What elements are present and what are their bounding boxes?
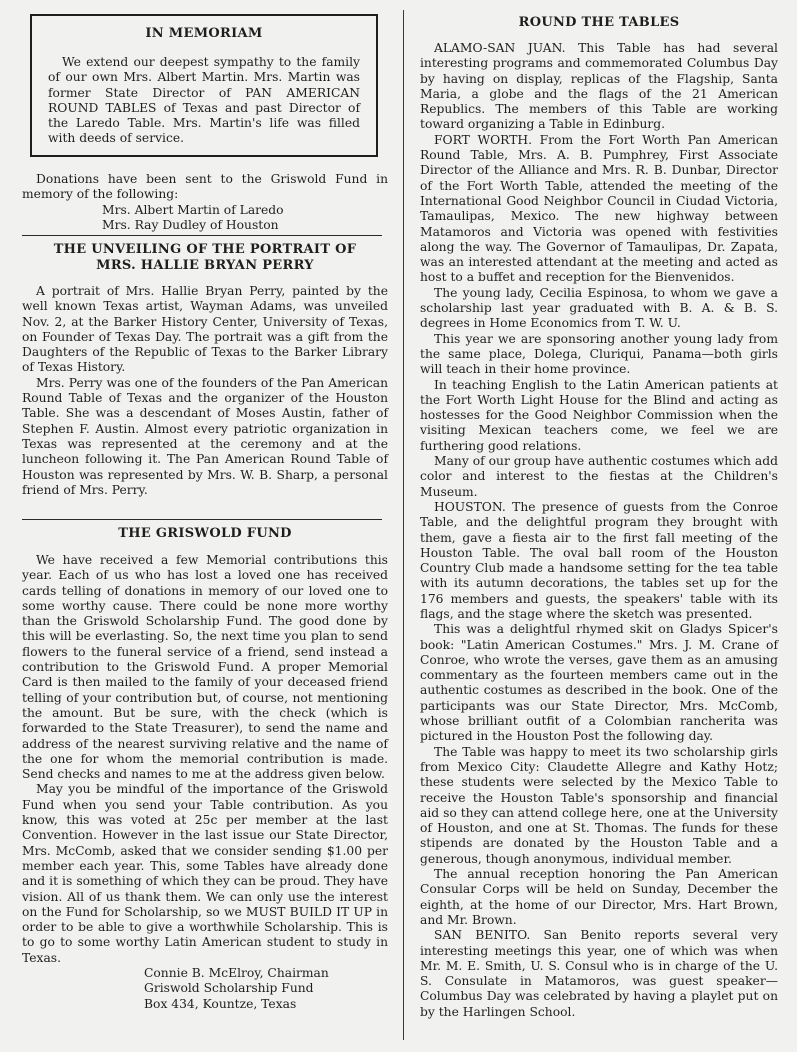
griswold-heading: THE GRISWOLD FUND <box>118 526 292 541</box>
signature-line: Griswold Scholarship Fund <box>144 981 314 996</box>
round-tables-paragraph: The Table was happy to meet its two scholarship girls from Mexico City: Claudette Allegre and Kathy Hotz; these students were selected by the Mexico Table to receive the Houston Table's sponsorship and financial aid so they can attend college here, one at the University of Houston, and one at St. Thomas. The funds for these stipends are donated by the Houston Table and a generous, though anonymous, individual member. <box>420 744 778 866</box>
griswold-paragraph: May you be mindful of the importance of the Griswold Fund when you send your Table contribution. As you know, this was voted at 25c per member at the last Convention. However in the last issue our State Director, Mrs. McComb, asked that we consider sending $1.00 per member each year. This, some Tables have already done and it is something of which they can be proud. They have vision. All of us thank them. We can only use the interest on the Fund for Scholarship, so we MUST BUILD IT UP in order to be able to give a worthwhile Scholarship. This is to go to some worthy Latin American student to study in Texas. <box>22 782 388 965</box>
donations-names-list <box>22 203 388 234</box>
round-tables-paragraph: This year we are sponsoring another young lady from the same place, Dolega, Cluriqui, Panama—both girls will teach in their home province. <box>420 331 778 377</box>
round-tables-paragraph: The young lady, Cecilia Espinosa, to whom we gave a scholarship last year graduated with B. A. & B. S. degrees in Home Economics from T. W. U. <box>420 285 778 331</box>
in-memoriam-heading: IN MEMORIAM <box>145 26 263 41</box>
in-memoriam-text: We extend our deepest sympathy to the family of our own Mrs. Albert Martin. Mrs. Martin was former State Director of PAN AMERICAN ROUND TABLES of Texas and past Director of the Laredo Table. Mrs. Martin's life was filled with deeds of service. <box>48 55 360 146</box>
portrait-heading-line1: THE UNVEILING OF THE PORTRAIT OF <box>53 242 357 257</box>
round-tables-paragraph: SAN BENITO. San Benito reports several very interesting meetings this year, one of which was when Mr. M. E. Smith, U. S. Consul who is in charge of the U. S. Consulate in Matamoros, was guest speaker—Columbus Day was celebrated by having a playlet put on by the Harlingen School. <box>420 928 778 1019</box>
griswold-paragraph: We have received a few Memorial contributions this year. Each of us who has lost a loved one has received cards telling of donations in memory of our loved one to some worthy cause. There could be none more worthy than the Griswold Scholarship Fund. The good done by this will be everlasting. So, the next time you plan to send flowers to the funeral service of a friend, send instead a contribution to the Griswold Fund. A proper Memorial Card is then mailed to the family of your deceased friend telling of your contribution but, of course, not mentioning the amount. But be sure, with the check (which is forwarded to the State Treasurer), to send the name and address of the nearest surviving relative and the name of the one for whom the memorial contribution is made. Send checks and names to me at the address given below. <box>22 553 388 782</box>
round-tables-paragraph: FORT WORTH. From the Fort Worth Pan American Round Table, Mrs. A. B. Pumphrey, First Associate Director of the Alliance and Mrs. R. B. Dunbar, Director of the Fort Worth Table, attended the meeting of the International Good Neighbor Council in Ciudad Victoria, Tamaulipas, Mexico. The new highway between Matamoros and Victoria was opened with festivities along the way. The Governor of Tamaulipas, Dr. Zapata, was an interested attendant at the meeting and acted as host to a buffet and reception for the Bienvenidos. <box>420 132 778 285</box>
round-tables-heading: ROUND THE TABLES <box>518 15 680 30</box>
round-tables-paragraph: This was a delightful rhymed skit on Gladys Spicer's book: "Latin American Costumes." Mrs. J. M. Crane of Conroe, who wrote the verses, gave them as an amusing commentary as the fourteen members came out in the authentic costumes as described in the book. One of the participants was our State Director, Mrs. McComb, whose brilliant outfit of a Colombian rancherita was pictured in the Houston Post the following day. <box>420 622 778 744</box>
donation-name: Mrs. Albert Martin of Laredo <box>102 202 284 217</box>
donation-name: Mrs. Ray Dudley of Houston <box>102 217 279 232</box>
donations-intro: Donations have been sent to the Griswold Fund in memory of the following: <box>22 172 388 202</box>
round-tables-section <box>420 15 778 1020</box>
round-tables-paragraph: The annual reception honoring the Pan American Consular Corps will be held on Sunday, December the eighth, at the home of our Director, Mrs. Hart Brown, and Mr. Brown. <box>420 867 778 927</box>
column-divider <box>403 10 404 1040</box>
left-column <box>22 172 388 233</box>
signature-line: Box 434, Kountze, Texas <box>144 996 297 1011</box>
round-tables-paragraph: ALAMO-SAN JUAN. This Table has had several interesting programs and commemorated Columbus Day by having on display, replicas of the Flagship, Santa Maria, a globe and the flags of the 21 American Republics. The members of this Table are working toward organizing a Table in Edinburg. <box>420 41 778 132</box>
in-memoriam-box <box>30 14 378 157</box>
portrait-heading-line2: MRS. HALLIE BRYAN PERRY <box>96 258 314 273</box>
section-divider <box>22 519 382 520</box>
portrait-section <box>22 242 388 498</box>
round-tables-paragraph: In teaching English to the Latin American patients at the Fort Worth Light House for the Blind and acting as hostesses for the Good Neighbor Commission when the visiting Mexican teachers come, we feel we are furthering good relations. <box>420 377 778 453</box>
portrait-paragraph: A portrait of Mrs. Hallie Bryan Perry, painted by the well known Texas artist, Wayman Adams, was unveiled Nov. 2, at the Barker History Center, University of Texas, on Founder of Texas Day. The portrait was a gift from the Daughters of the Republic of Texas to the Barker Library of Texas History. <box>22 284 388 375</box>
round-tables-paragraph: Many of our group have authentic costumes which add color and interest to the fiestas at the Children's Museum. <box>420 454 778 499</box>
section-divider <box>22 235 382 236</box>
griswold-section <box>22 526 388 1012</box>
signature-line: Connie B. McElroy, Chairman <box>144 966 329 981</box>
griswold-signature <box>22 966 388 1012</box>
round-tables-paragraph: HOUSTON. The presence of guests from the Conroe Table, and the delightful program they brought with them, gave a fiesta air to the first fall meeting of the Houston Table. The oval ball room of the Houston Country Club made a handsome setting for the tea table with its autumn decorations, the tables set up for the 176 members and guests, the speakers' table with its flags, and the stage where the sketch was presented. <box>420 499 778 621</box>
portrait-paragraph: Mrs. Perry was one of the founders of the Pan American Round Table of Texas and the organizer of the Houston Table. She was a descendant of Moses Austin, father of Stephen F. Austin. Almost every patriotic organization in Texas was represented at the ceremony and at the luncheon following it. The Pan American Round Table of Houston was represented by Mrs. W. B. Sharp, a personal friend of Mrs. Perry. <box>22 375 388 497</box>
